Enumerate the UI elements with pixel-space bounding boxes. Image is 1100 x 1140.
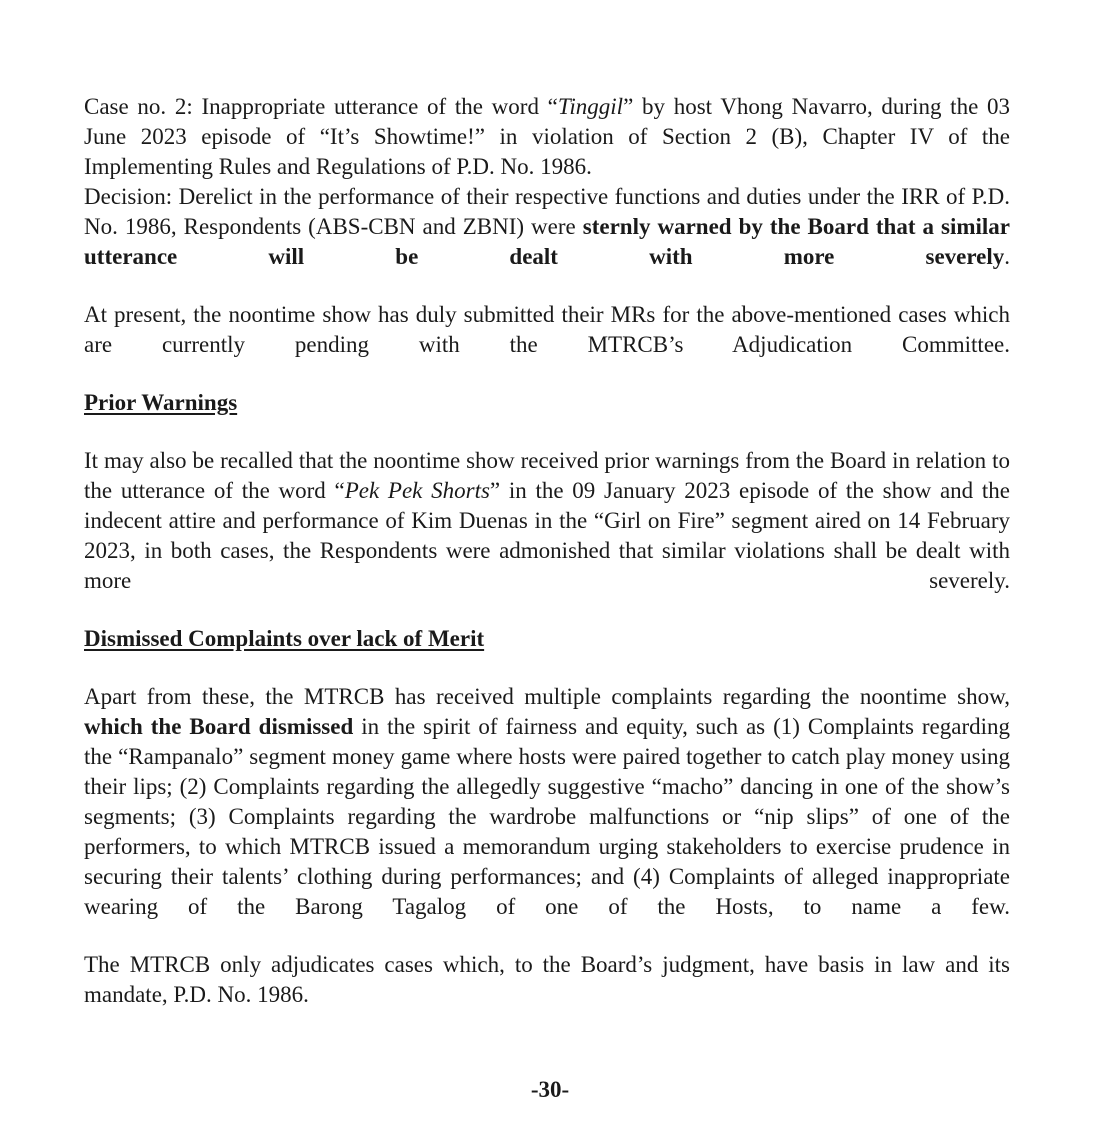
prior-warnings-paragraph (84, 446, 1010, 596)
dismissed-bold-text: which the Board dismissed (84, 714, 354, 739)
prior-word: Pek Pek Shorts (344, 478, 490, 503)
dismissed-complaints-paragraph (84, 682, 1010, 922)
decision-text-end: . (1004, 244, 1010, 269)
dismissed-complaints-heading: Dismissed Complaints over lack of Merit (84, 626, 485, 651)
decision-text-start: Decision: Derelict in the performance of their respective functions and duties under the IRR of P.D. No. 1986, Respondents (ABS-CBN and ZBNI) were (84, 184, 1010, 239)
closing-paragraph: The MTRCB only adjudicates cases which, to the Board’s judgment, have basis in law and its mandate, P.D. No. 1986. (84, 952, 1010, 1007)
case-2-paragraph (84, 92, 1010, 182)
present-paragraph: At present, the noontime show has duly submitted their MRs for the above-mentioned cases which are currently pending with the MTRCB’s Adjudication Committee. (84, 302, 1010, 357)
document-page (84, 92, 1010, 1010)
page-number: -30- (530, 1077, 570, 1102)
decision-paragraph (84, 182, 1010, 272)
case-2-text-start: Case no. 2: Inappropriate utterance of the word “ (84, 94, 558, 119)
dismissed-text-end: in the spirit of fairness and equity, such as (1) Complaints regarding the “Rampanalo” segment money game where hosts were paired together to catch play money using their lips; (2) Complaints regarding the allegedly suggestive “macho” dancing in one of the show’s segments; (3) Complaints regarding the wardrobe malfunctions or “nip slips” of one of the performers, to which MTRCB issued a memorandum urging stakeholders to exercise prudence in securing their talents’ clothing during performances; and (4) Complaints of alleged inappropriate wearing of the Barong Tagalog of one of the Hosts, to name a few. (84, 714, 1011, 919)
prior-warnings-heading: Prior Warnings (84, 390, 238, 415)
dismissed-text-start: Apart from these, the MTRCB has received multiple complaints regarding the noontime show, (84, 684, 1010, 709)
case-2-text-end: ” by host Vhong Navarro, during the 03 June 2023 episode of “It’s Showtime!” in violation of Section 2 (B), Chapter IV of the Implementing Rules and Regulations of P.D. No. 1986. (84, 94, 1010, 179)
case-2-word: Tinggil (557, 94, 624, 119)
prior-text-end: ” in the 09 January 2023 episode of the show and the indecent attire and performance of Kim Duenas in the “Girl on Fire” segment aired on 14 February 2023, in both cases, the Respondents were admonished that similar violations shall be dealt with more severely. (84, 478, 1011, 593)
decision-bold-text: sternly warned by the Board that a similar utterance will be dealt with more severely (84, 214, 1010, 269)
prior-text-start: It may also be recalled that the noontime show received prior warnings from the Board in relation to the utterance of the word “ (84, 448, 1010, 503)
